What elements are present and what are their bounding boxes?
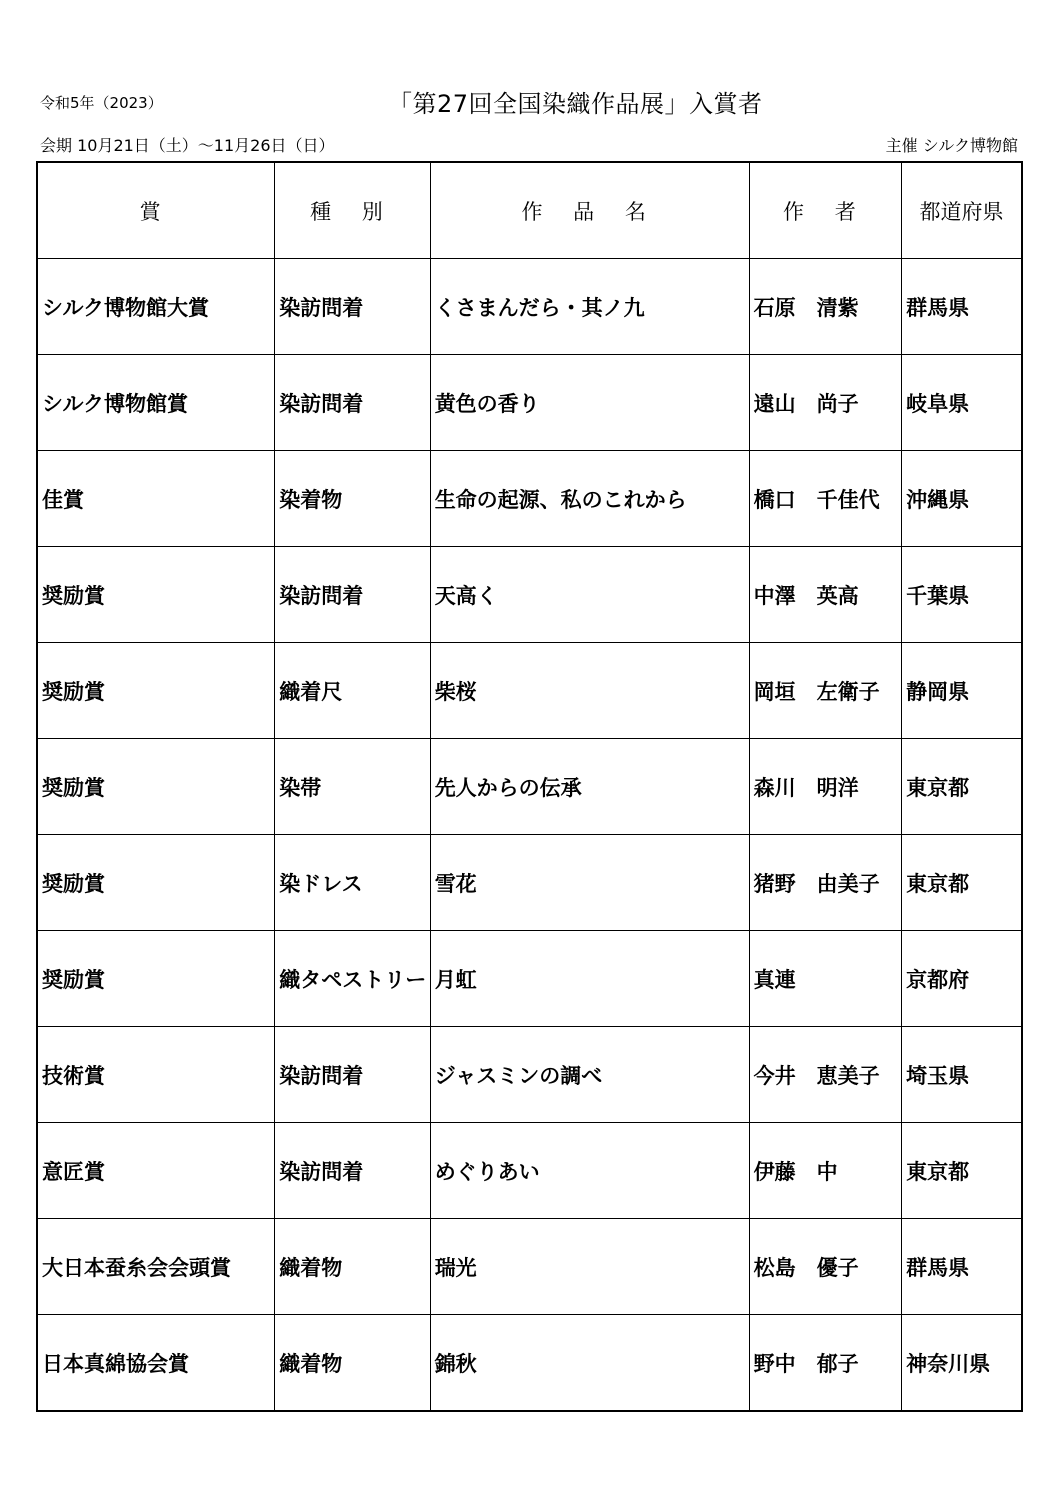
award-cell: 意匠賞 xyxy=(37,1123,275,1219)
category-cell: 染訪問着 xyxy=(275,355,430,451)
award-cell: 佳賞 xyxy=(37,451,275,547)
table-row xyxy=(37,1027,1022,1123)
category-cell: 織着物 xyxy=(275,1219,430,1315)
artist-cell: 森川 明洋 xyxy=(749,739,901,835)
prefecture-cell: 東京都 xyxy=(902,739,1022,835)
table-header-row xyxy=(37,162,1022,259)
work-title-cell: めぐりあい xyxy=(430,1123,749,1219)
work-title-cell: 雪花 xyxy=(430,835,749,931)
category-cell: 染着物 xyxy=(275,451,430,547)
table-row xyxy=(37,355,1022,451)
prefecture-cell: 岐阜県 xyxy=(902,355,1022,451)
work-title-cell: 生命の起源、私のこれから xyxy=(430,451,749,547)
table-row xyxy=(37,835,1022,931)
prefecture-cell: 千葉県 xyxy=(902,547,1022,643)
artist-cell: 真連 xyxy=(749,931,901,1027)
work-title-cell: 月虹 xyxy=(430,931,749,1027)
table-body xyxy=(37,259,1022,1412)
table-row xyxy=(37,931,1022,1027)
work-title-cell: 先人からの伝承 xyxy=(430,739,749,835)
work-title-cell: 天高く xyxy=(430,547,749,643)
artist-cell: 遠山 尚子 xyxy=(749,355,901,451)
category-cell: 織着尺 xyxy=(275,643,430,739)
organizer-label: 主催 シルク博物館 xyxy=(885,136,1018,155)
prefecture-cell: 京都府 xyxy=(902,931,1022,1027)
work-title-cell: 錦秋 xyxy=(430,1315,749,1412)
category-cell: 染訪問着 xyxy=(275,547,430,643)
page-title: 「第27回全国染織作品展」入賞者 xyxy=(388,90,763,118)
prefecture-cell: 沖縄県 xyxy=(902,451,1022,547)
era-label: 令和5年（2023） xyxy=(40,94,163,112)
work-title-cell: 柴桜 xyxy=(430,643,749,739)
prefecture-cell: 群馬県 xyxy=(902,1219,1022,1315)
award-cell: 技術賞 xyxy=(37,1027,275,1123)
prefecture-cell: 神奈川県 xyxy=(902,1315,1022,1412)
table-row xyxy=(37,739,1022,835)
work-title-cell: くさまんだら・其ノ九 xyxy=(430,259,749,355)
table-row xyxy=(37,643,1022,739)
award-cell: 日本真綿協会賞 xyxy=(37,1315,275,1412)
table-row xyxy=(37,547,1022,643)
exhibition-period: 会期 10月21日（土）～11月26日（日） xyxy=(40,136,335,155)
header-award: 賞 xyxy=(37,162,275,259)
category-cell: 染訪問着 xyxy=(275,1027,430,1123)
table-row xyxy=(37,259,1022,355)
award-cell: シルク博物館賞 xyxy=(37,355,275,451)
artist-cell: 今井 恵美子 xyxy=(749,1027,901,1123)
awards-table xyxy=(36,161,1023,1412)
header-work-title: 作 品 名 xyxy=(430,162,749,259)
header-prefecture: 都道府県 xyxy=(902,162,1022,259)
work-title-cell: 黄色の香り xyxy=(430,355,749,451)
award-cell: 奨励賞 xyxy=(37,643,275,739)
prefecture-cell: 東京都 xyxy=(902,1123,1022,1219)
award-cell: 奨励賞 xyxy=(37,739,275,835)
artist-cell: 中澤 英高 xyxy=(749,547,901,643)
work-title-cell: 瑞光 xyxy=(430,1219,749,1315)
award-cell: 奨励賞 xyxy=(37,547,275,643)
category-cell: 織タペストリー xyxy=(275,931,430,1027)
category-cell: 織着物 xyxy=(275,1315,430,1412)
award-cell: 奨励賞 xyxy=(37,931,275,1027)
prefecture-cell: 東京都 xyxy=(902,835,1022,931)
award-cell: 大日本蚕糸会会頭賞 xyxy=(37,1219,275,1315)
header-category: 種 別 xyxy=(275,162,430,259)
award-cell: 奨励賞 xyxy=(37,835,275,931)
table-row xyxy=(37,1219,1022,1315)
artist-cell: 猪野 由美子 xyxy=(749,835,901,931)
artist-cell: 伊藤 中 xyxy=(749,1123,901,1219)
prefecture-cell: 群馬県 xyxy=(902,259,1022,355)
category-cell: 染訪問着 xyxy=(275,1123,430,1219)
category-cell: 染帯 xyxy=(275,739,430,835)
artist-cell: 橋口 千佳代 xyxy=(749,451,901,547)
award-cell: シルク博物館大賞 xyxy=(37,259,275,355)
prefecture-cell: 埼玉県 xyxy=(902,1027,1022,1123)
artist-cell: 野中 郁子 xyxy=(749,1315,901,1412)
category-cell: 染ドレス xyxy=(275,835,430,931)
artist-cell: 松島 優子 xyxy=(749,1219,901,1315)
category-cell: 染訪問着 xyxy=(275,259,430,355)
header-artist: 作 者 xyxy=(749,162,901,259)
table-row xyxy=(37,451,1022,547)
prefecture-cell: 静岡県 xyxy=(902,643,1022,739)
table-row xyxy=(37,1123,1022,1219)
artist-cell: 石原 清紫 xyxy=(749,259,901,355)
table-row xyxy=(37,1315,1022,1412)
work-title-cell: ジャスミンの調べ xyxy=(430,1027,749,1123)
artist-cell: 岡垣 左衛子 xyxy=(749,643,901,739)
